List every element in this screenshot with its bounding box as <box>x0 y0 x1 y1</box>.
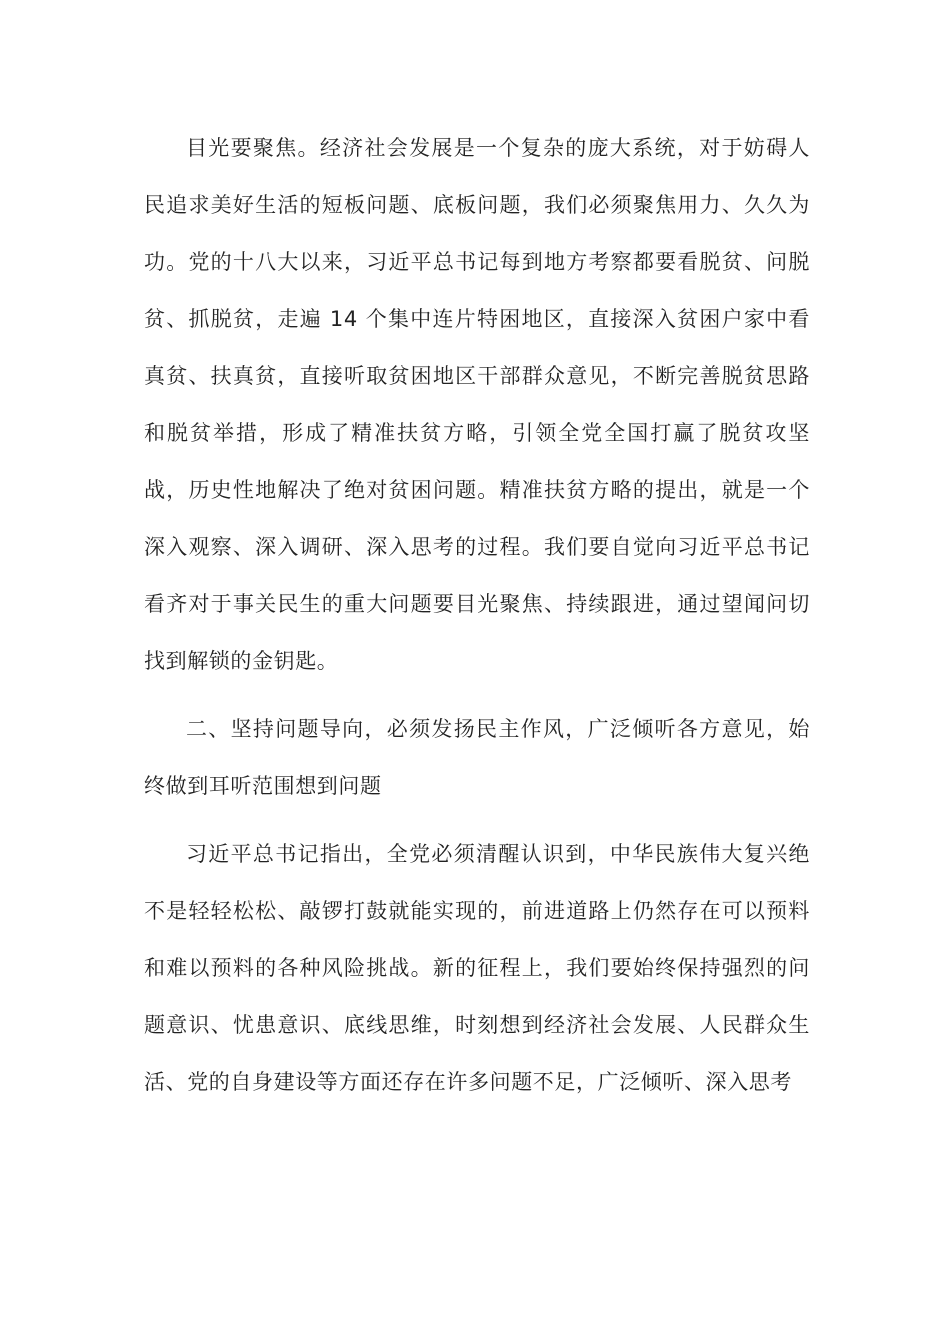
paragraph-focus: 目光要聚焦。经济社会发展是一个复杂的庞大系统，对于妨碍人民追求美好生活的短板问题、底板问题，我们必须聚焦用力、久久为功。党的十八大以来，习近平总书记每到地方考察都要看脱贫、问脱贫、抓脱贫，走遍 14 个集中连片特困地区，直接深入贫困户家中看真贫、扶真贫，直接听取贫困地区干部群众意见，不断完善脱贫思路和脱贫举措，形成了精准扶贫方略，引领全党全国打赢了脱贫攻坚战，历史性地解决了绝对贫困问题。精准扶贫方略的提出，就是一个深入观察、深入调研、深入思考的过程。我们要自觉向习近平总书记看齐对于事关民生的重大问题要目光聚焦、持续跟进，通过望闻问切找到解锁的金钥匙。 <box>144 136 810 673</box>
section-heading-two: 二、坚持问题导向，必须发扬民主作风，广泛倾听各方意见，始终做到耳听范围想到问题 <box>144 717 810 798</box>
paragraph-problem-awareness: 习近平总书记指出，全党必须清醒认识到，中华民族伟大复兴绝不是轻轻松松、敲锣打鼓就能实现的，前进道路上仍然存在可以预料和难以预料的各种风险挑战。新的征程上，我们要始终保持强烈的问题意识、忧患意识、底线思维，时刻想到经济社会发展、人民群众生活、党的自身建设等方面还存在许多问题不足，广泛倾听、深入思考 <box>144 842 810 1094</box>
document-body <box>144 120 810 1111</box>
